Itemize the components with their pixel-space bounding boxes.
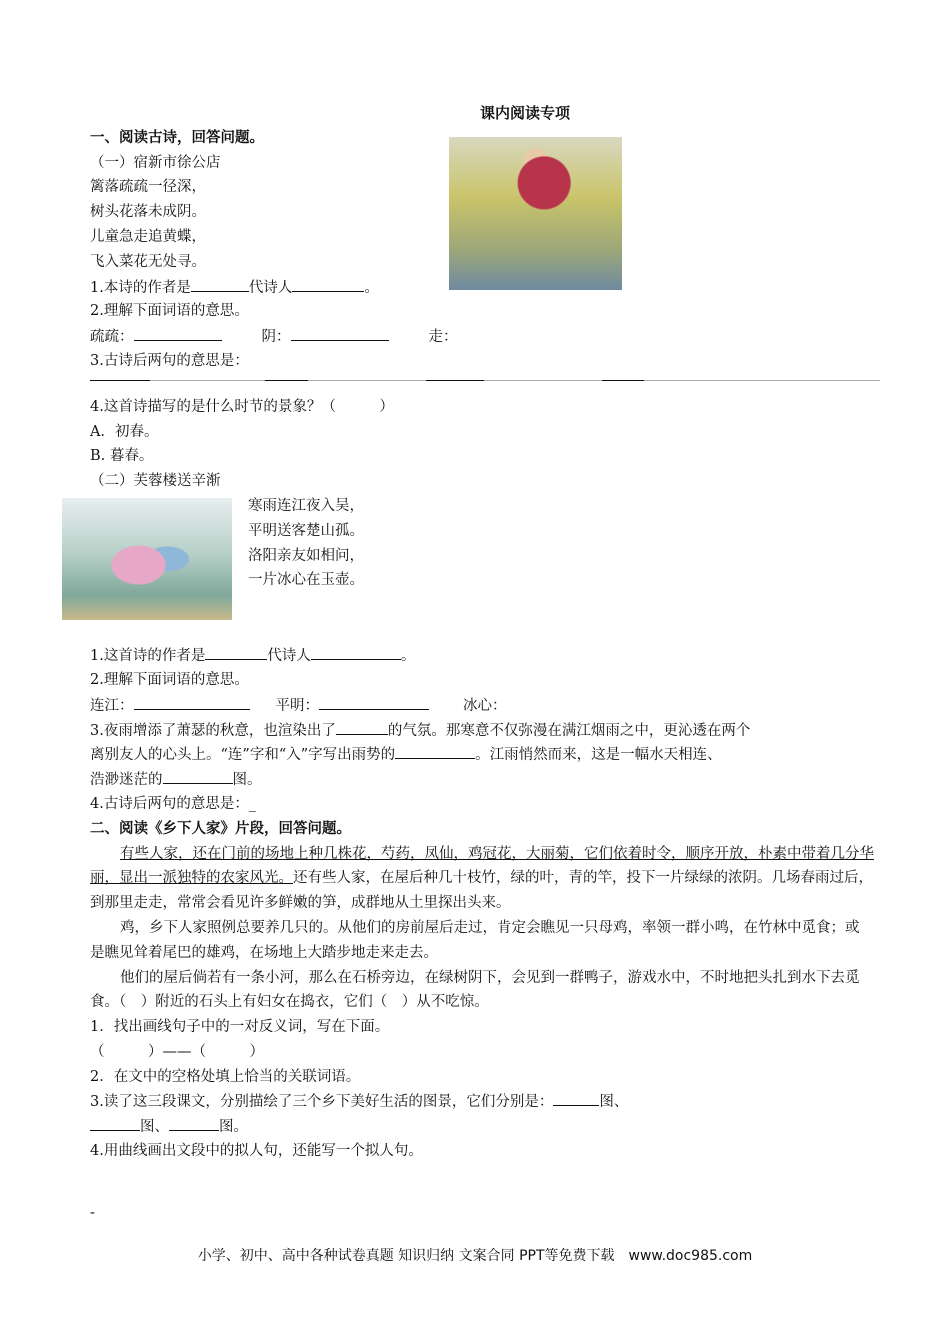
word-label: 平明：	[275, 697, 319, 714]
poem2-line: 一片冰心在玉壶。	[248, 572, 364, 589]
answer-blank[interactable]	[90, 1114, 140, 1131]
q-text: 。	[400, 648, 416, 665]
underlined-sentence: 有些人家，还在门前的场地上种几株花，芍药，凤仙，鸡冠花，大丽菊，它们依着时令，顺序开放，朴素中带着几分华丽，显出一派独特的农家风光。	[90, 845, 874, 887]
paragraph-text: 还有些人家，在屋后种几十枝竹，绿的叶，青的竿，投下一片绿绿的浓阴。几场春雨过后，到那里走走，常常会看见许多鲜嫩的笋，成群地从土里探出头来。	[90, 870, 873, 912]
q-text: 浩渺迷茫的	[90, 772, 163, 789]
q-text: 1.这首诗的作者是	[90, 648, 206, 665]
answer-blank[interactable]	[205, 643, 267, 660]
poem2-line: 平明送客楚山孤。	[248, 522, 364, 539]
poem2-title: （二）芙蓉楼送辛渐	[90, 473, 221, 490]
p1-question-4: 4.这首诗描写的是什么时节的景象？（ ）	[90, 398, 394, 415]
s2-question-1-answer[interactable]: （ ）——（ ）	[90, 1043, 264, 1060]
poem1-line: 篱落疏疏一径深，	[90, 179, 206, 196]
q-text: 代诗人	[248, 279, 293, 296]
answer-blank[interactable]	[163, 767, 233, 784]
q-text: 的气氛。那寒意不仅弥漫在满江烟雨之中，更沁透在两个	[387, 722, 751, 739]
answer-blank[interactable]	[292, 275, 364, 292]
document-body	[90, 101, 880, 1164]
section1-heading: 一、阅读古诗，回答问题。	[90, 128, 264, 146]
poem1-line: 飞入菜花无处寻。	[90, 253, 206, 270]
answer-blank[interactable]	[134, 693, 250, 710]
q-text: 图。	[219, 1119, 248, 1136]
poem2-line: 洛阳亲友如相问，	[248, 547, 364, 564]
word-label: 冰心：	[463, 697, 507, 714]
p1-question-3: 3.古诗后两句的意思是：	[90, 352, 249, 369]
p1-question-1	[90, 275, 880, 300]
word-label: 疏疏：	[90, 329, 134, 346]
q-text: 离别友人的心头上。“连”字和“入”字写出雨势的	[90, 747, 396, 764]
word-label: 连江：	[90, 697, 134, 714]
p1-question-2: 2.理解下面词语的意思。	[90, 303, 249, 320]
poem1-line: 儿童急走追黄蝶，	[90, 228, 206, 245]
paragraph-1	[90, 842, 880, 916]
section2-heading: 二、阅读《乡下人家》片段，回答问题。	[90, 819, 351, 837]
q-text: 。	[364, 279, 379, 296]
q-text: 图。	[232, 772, 262, 789]
q-text: 3.读了这三段课文，分别描绘了三个乡下美好生活的图景，它们分别是：	[90, 1094, 554, 1111]
s2-question-3-cont	[90, 1114, 880, 1139]
s2-question-4: 4.用曲线画出文段中的拟人句，还能写一个拟人句。	[90, 1143, 423, 1160]
answer-blank[interactable]	[311, 643, 401, 660]
answer-blank[interactable]	[169, 1114, 219, 1131]
poem2-line: 寒雨连江夜入吴，	[248, 497, 364, 514]
paragraph-3: 他们的屋后倘若有一条小河，那么在石桥旁边，在绿树阴下，会见到一群鸭子，游戏水中，不时地把头扎到水下去觅食。（ ）附近的石头上有妇女在捣衣，它们（ ）从不吃惊。	[90, 969, 860, 1011]
answer-blank[interactable]	[336, 718, 388, 735]
answer-blank[interactable]	[191, 275, 249, 292]
q-text: 1.本诗的作者是	[90, 279, 191, 296]
q-text: 。江雨悄然而来，这是一幅水天相连、	[475, 747, 722, 764]
q-text: 代诗人	[267, 648, 311, 665]
answer-blank[interactable]	[134, 324, 222, 341]
s2-question-1: 1．找出画线句子中的一对反义词，写在下面。	[90, 1019, 390, 1036]
word-label: 阴：	[261, 329, 291, 346]
answer-line[interactable]	[90, 374, 880, 381]
p2-question-3	[90, 718, 880, 743]
p2-words	[90, 693, 880, 718]
q-text: 3.夜雨增添了萧瑟的秋意，也渲染出了	[90, 722, 336, 739]
p2-question-4: 4.古诗后两句的意思是：_	[90, 795, 257, 812]
s2-question-2: 2．在文中的空格处填上恰当的关联词语。	[90, 1068, 361, 1085]
footer: 小学、初中、高中各种试卷真题 知识归纳 文案合同 PPT等免费下载 www.doc985.com	[197, 1248, 753, 1264]
poem1-title: （一）宿新市徐公店	[90, 154, 221, 171]
word-label: 走：	[428, 329, 458, 346]
p2-question-1	[90, 643, 880, 668]
option-b[interactable]: B. 暮春。	[90, 448, 154, 465]
s2-question-3	[90, 1089, 880, 1114]
answer-blank[interactable]	[291, 324, 389, 341]
poem1-line: 树头花落未成阴。	[90, 204, 206, 221]
page-dash: -	[90, 1205, 95, 1221]
answer-blank[interactable]	[395, 742, 475, 759]
p2-question-3-cont	[90, 742, 880, 767]
page-title: 课内阅读专项	[479, 104, 570, 122]
q-text: 图、	[140, 1119, 169, 1136]
answer-blank[interactable]	[553, 1089, 599, 1106]
paragraph-2: 鸡，乡下人家照例总要养几只的。从他们的房前屋后走过，肯定会瞧见一只母鸡，率领一群小鸣，在竹林中觅食；或是瞧见耸着尾巴的雄鸡，在场地上大踏步地走来走去。	[90, 919, 860, 961]
p1-words	[90, 324, 880, 349]
p2-question-2: 2.理解下面词语的意思。	[90, 671, 249, 688]
p2-question-3-cont	[90, 767, 880, 792]
option-a[interactable]: A．初春。	[90, 423, 159, 440]
q-text: 图、	[599, 1094, 629, 1111]
answer-blank[interactable]	[319, 693, 429, 710]
